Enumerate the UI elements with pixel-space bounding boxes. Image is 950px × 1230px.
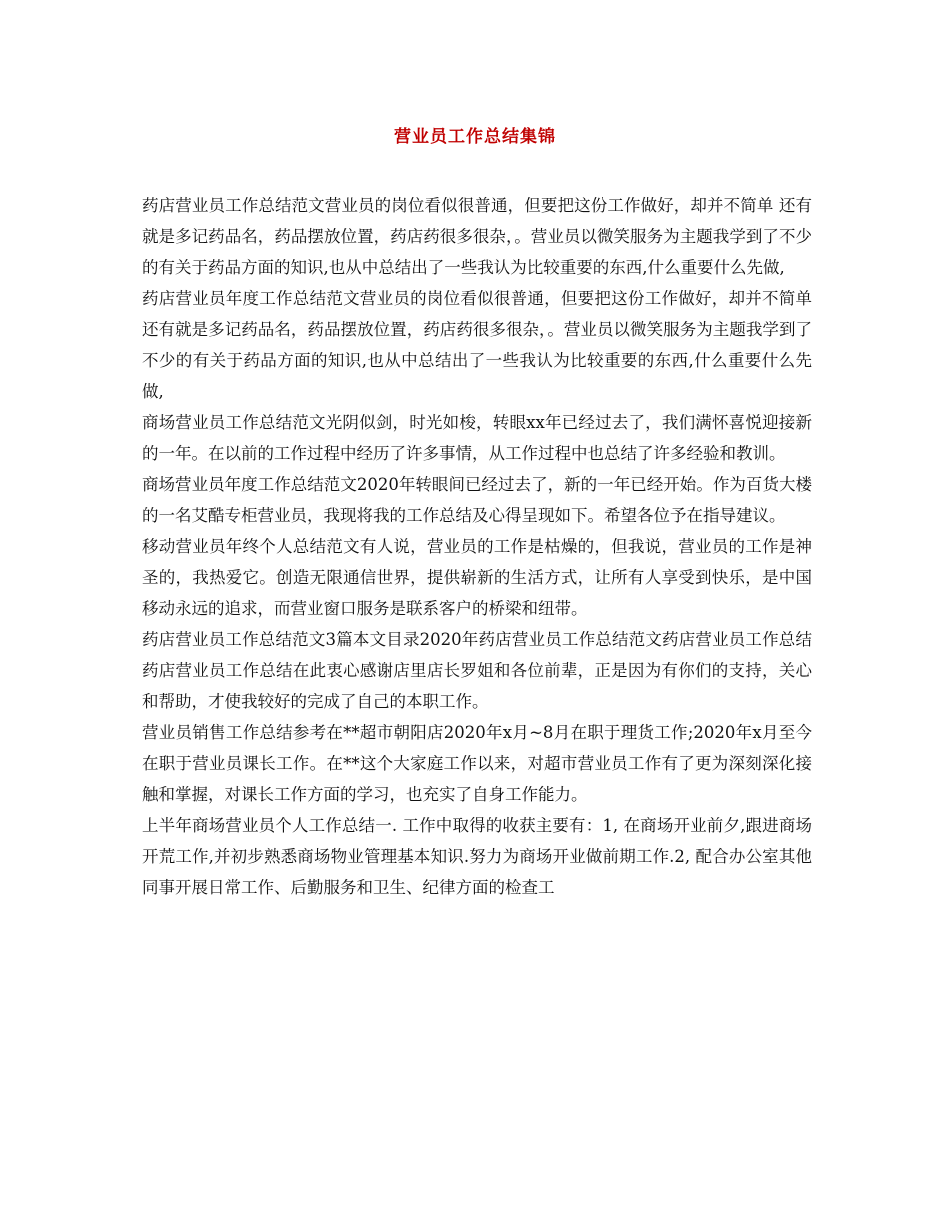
paragraph: 商场营业员年度工作总结范文2020年转眼间已经过去了，新的一年已经开始。作为百货大楼的一名艾酷专柜营业员，我现将我的工作总结及心得呈现如下。希望各位予在指导建议。	[142, 475, 812, 525]
document-title: 营业员工作总结集锦	[394, 127, 556, 147]
document-body	[142, 190, 812, 903]
paragraph: 药店营业员年度工作总结范文营业员的岗位看似很普通，但要把这份工作做好，却并不简单 还有就是多记药品名，药品摆放位置，药店药很多很杂，。营业员以微笑服务为主题我学到了不少的有关于药品方面的知识,也从中总结出了一些我认为比较重要的东西,什么重要什么先做,	[142, 289, 812, 401]
paragraph: 商场营业员工作总结范文光阴似剑，时光如梭，转眼xx年已经过去了，我们满怀喜悦迎接新的一年。在以前的工作过程中经历了许多事情，从工作过程中也总结了许多经验和教训。	[142, 413, 812, 463]
paragraph: 上半年商场营业员个人工作总结一. 工作中取得的收获主要有：1, 在商场开业前夕,跟进商场开荒工作,并初步熟悉商场物业管理基本知识.努力为商场开业做前期工作.2, 配合办公室其他同事开展日常工作、后勤服务和卫生、纪律方面的检查工	[142, 816, 812, 897]
paragraph: 营业员销售工作总结参考在**超市朝阳店2020年x月~8月在职于理货工作;2020年x月至今在职于营业员课长工作。在**这个大家庭工作以来，对超市营业员工作有了更为深刻深化接触和掌握，对课长工作方面的学习，也充实了自身工作能力。	[142, 723, 812, 804]
paragraph: 移动营业员年终个人总结范文有人说，营业员的工作是枯燥的，但我说，营业员的工作是神圣的，我热爱它。创造无限通信世界，提供崭新的生活方式，让所有人享受到快乐，是中国移动永远的追求，而营业窗口服务是联系客户的桥梁和纽带。	[142, 537, 812, 618]
paragraph: 药店营业员工作总结范文营业员的岗位看似很普通，但要把这份工作做好，却并不简单 还有就是多记药品名，药品摆放位置，药店药很多很杂，。营业员以微笑服务为主题我学到了不少的有关于药品方面的知识,也从中总结出了一些我认为比较重要的东西,什么重要什么先做,	[142, 196, 812, 277]
paragraph: 药店营业员工作总结范文3篇本文目录2020年药店营业员工作总结范文药店营业员工作总结药店营业员工作总结在此衷心感谢店里店长罗姐和各位前辈，正是因为有你们的支持，关心和帮助，才使我较好的完成了自己的本职工作。	[142, 630, 812, 711]
